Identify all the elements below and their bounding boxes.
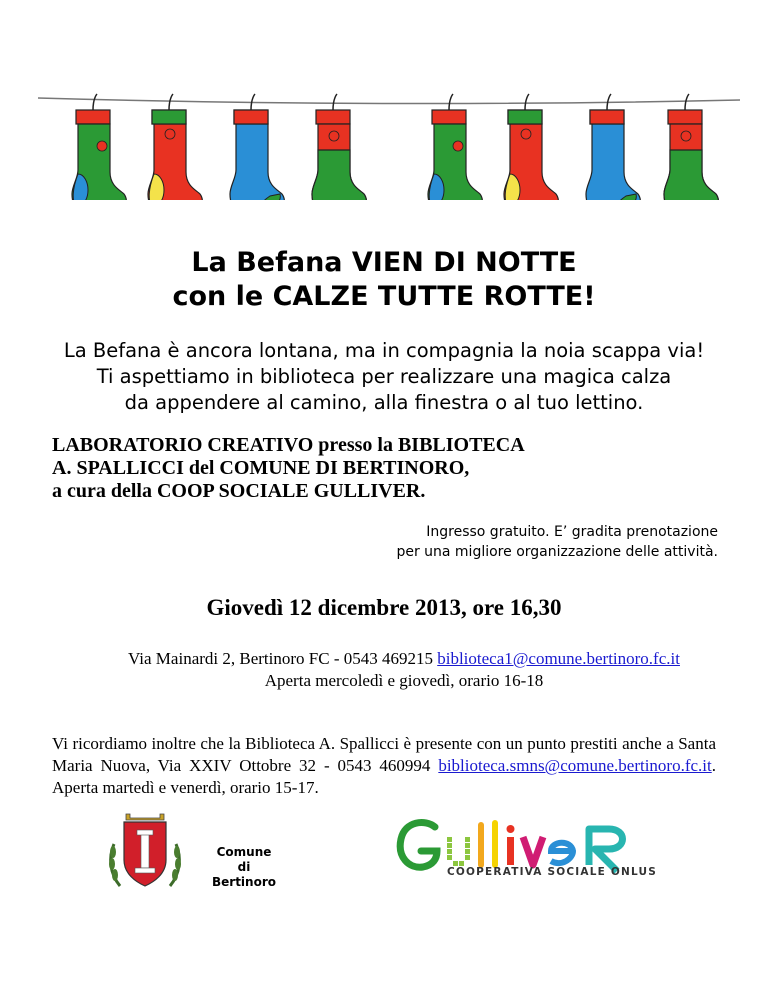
comune-line-1: Comune bbox=[216, 845, 272, 859]
address-block bbox=[0, 648, 768, 692]
stocking-red-green-icon bbox=[312, 94, 366, 200]
intro-line-3: da appendere al camino, alla finestra o al tuo lettino. bbox=[124, 391, 644, 414]
page-title bbox=[0, 246, 768, 314]
comune-label bbox=[204, 845, 284, 890]
event-date: Giovedì 12 dicembre 2013, ore 16,30 bbox=[206, 595, 562, 620]
entry-note bbox=[198, 522, 718, 562]
stockings-garland-illustration bbox=[0, 60, 768, 200]
stocking-green-icon-2 bbox=[428, 94, 482, 200]
stocking-green-icon bbox=[72, 94, 126, 200]
gulliver-subtitle: COOPERATIVA SOCIALE ONLUS bbox=[447, 866, 657, 878]
lab-line-3: a cura della COOP SOCIALE GULLIVER. bbox=[52, 480, 426, 502]
stocking-red-icon bbox=[148, 94, 202, 200]
lab-line-2: A. SPALLICCI del COMUNE DI BERTINORO, bbox=[52, 457, 470, 479]
bertinoro-crest-icon bbox=[106, 808, 184, 894]
email-link-biblioteca1[interactable]: biblioteca1@comune.bertinoro.fc.it bbox=[437, 649, 680, 668]
stocking-blue-icon-2 bbox=[586, 94, 640, 200]
intro-text bbox=[0, 338, 768, 416]
intro-line-2: Ti aspettiamo in biblioteca per realizzare una magica calza bbox=[96, 365, 672, 388]
address-line bbox=[0, 648, 768, 670]
address-hours: Aperta mercoledì e giovedì, orario 16-18 bbox=[264, 671, 544, 690]
title-line-1: La Befana VIEN DI NOTTE bbox=[191, 247, 577, 278]
entry-line-2: per una migliore organizzazione delle attività. bbox=[396, 544, 718, 560]
stocking-red-icon-2 bbox=[504, 94, 558, 200]
reminder-hours: . Aperta martedì e venerdì, orario 15-17. bbox=[52, 756, 716, 797]
lab-line-1: LABORATORIO CREATIVO presso la BIBLIOTECA bbox=[52, 434, 525, 456]
intro-line-1: La Befana è ancora lontana, ma in compagnia la noia scappa via! bbox=[63, 339, 705, 362]
stocking-red-green-icon-2 bbox=[664, 94, 718, 200]
reminder-text: Vi ricordiamo inoltre che la Biblioteca A. Spallicci è presente con un punto prestiti anche a Santa Maria Nuova, Via XXIV Ottobre 32 - 0543 460994 bbox=[52, 734, 716, 775]
comune-line-2: di Bertinoro bbox=[211, 860, 276, 889]
reminder-paragraph bbox=[52, 733, 716, 799]
title-line-2: con le CALZE TUTTE ROTTE! bbox=[172, 281, 596, 312]
email-link-smns[interactable]: biblioteca.smns@comune.bertinoro.fc.it bbox=[438, 756, 712, 775]
address-text: Via Mainardi 2, Bertinoro FC - 0543 469215 bbox=[128, 649, 438, 668]
entry-line-1: Ingresso gratuito. E’ gradita prenotazione bbox=[426, 524, 718, 540]
stocking-blue-icon bbox=[230, 94, 284, 200]
lab-description bbox=[52, 434, 732, 503]
